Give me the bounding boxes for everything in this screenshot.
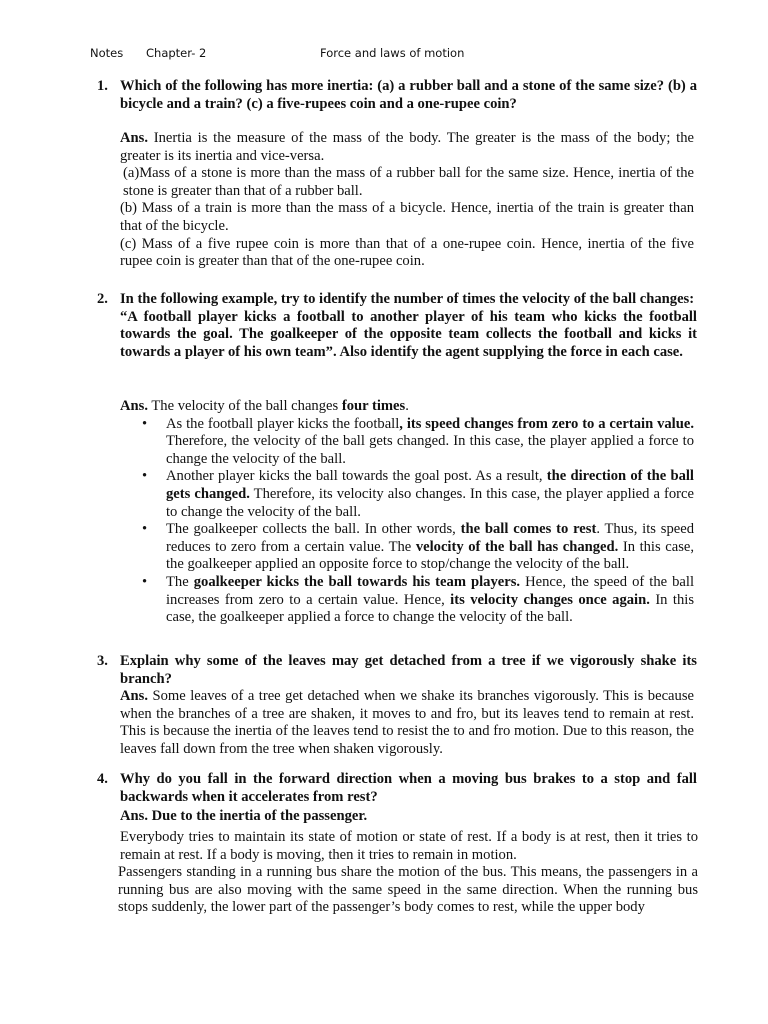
header-title: Force and laws of motion bbox=[320, 46, 465, 60]
question-number: 1. bbox=[97, 78, 108, 94]
answer-text: Some leaves of a tree get detached when we shake its branches vigorously. This is because when the branches of a tree are shaken, it moves to and fro, but its leaves tend to remain at rest. This is because the inertia of the leaves tend to resist the to and fro motion. Due to this reason, the leaves fall down from the tree when shaken vigorously. bbox=[120, 688, 694, 757]
question-number: 4. bbox=[97, 771, 108, 787]
answer-part-c: (c) Mass of a five rupee coin is more than that of a one-rupee coin. Hence, inertia of the five rupee coin is greater than that of the one-rupee coin. bbox=[120, 235, 694, 270]
question-quote: “A football player kicks a football to another player of his team who kicks the football towards the goal. The goalkeeper of the opposite team collects the football and kicks it towards a player of his own team”. Also identify the agent supplying the force in each case. bbox=[120, 308, 697, 360]
answer-label: Ans. bbox=[120, 130, 148, 146]
list-item: • Another player kicks the ball towards the goal post. As a result, the direction of the ball gets changed. Therefore, its velocity also changes. In this case, the player applied a force to change the velocity of the ball. bbox=[142, 468, 694, 520]
answer-intro: Ans. The velocity of the ball changes four times. bbox=[120, 398, 409, 414]
question-number: 3. bbox=[97, 653, 108, 669]
question-text: Explain why some of the leaves may get detached from a tree if we vigorously shake its branch? bbox=[120, 653, 697, 687]
answer-intro: Ans. Inertia is the measure of the mass of the body. The greater is the mass of the body; the greater is its inertia and vice-versa. bbox=[120, 130, 694, 164]
answer-4-body bbox=[118, 829, 698, 917]
question-text: Which of the following has more inertia: (a) a rubber ball and a stone of the same size? (b) a bicycle and a train? (c) a five-rupees coin and a one-rupee coin? bbox=[120, 78, 697, 112]
answer-heading: Ans. Due to the inertia of the passenger. bbox=[120, 808, 368, 824]
answer-label: Ans. bbox=[120, 398, 148, 414]
answer-paragraph-2: Passengers standing in a running bus share the motion of the bus. This means, the passengers in a running bus are also moving with the same speed in the same direction. When the running bus stops suddenly, the lower part of the passenger’s body comes to rest, while the upper body bbox=[118, 864, 698, 916]
list-item: • The goalkeeper collects the ball. In other words, the ball comes to rest. Thus, its speed reduces to zero from a certain value. The velocity of the ball has changed. In this case, the goalkeeper applied an opposite force to stop/change the velocity of the ball. bbox=[142, 521, 695, 573]
list-item: • As the football player kicks the football, its speed changes from zero to a certain value. Therefore, the velocity of the ball gets changed. In this case, the player applied a force to change the velocity of the ball. bbox=[142, 415, 694, 467]
list-item: • The goalkeeper kicks the ball towards his team players. Hence, the speed of the ball increases from zero to a certain value. Hence, its velocity changes once again. In this case, the goalkeeper applied a force to change the velocity of the ball. bbox=[142, 573, 694, 626]
answer-label: Ans. bbox=[120, 688, 148, 704]
question-number: 2. bbox=[97, 291, 108, 307]
question-text: In the following example, try to identify the number of times the velocity of the ball changes: bbox=[120, 291, 695, 307]
answer-part-b: (b) Mass of a train is more than the mass of a bicycle. Hence, inertia of the train is greater than that of the bicycle. bbox=[120, 200, 694, 234]
answer-paragraph-1: Everybody tries to maintain its state of motion or state of rest. If a body is at rest, then it tries to remain at rest. If a body is moving, then it tries to remain in motion. bbox=[120, 829, 698, 863]
bullet-icon: • bbox=[142, 468, 148, 485]
answer-1 bbox=[120, 130, 694, 271]
answer-2 bbox=[120, 398, 694, 627]
header-notes: Notes bbox=[90, 46, 124, 60]
header-chapter: Chapter- 2 bbox=[146, 46, 207, 60]
answer-part-a: (a)Mass of a stone is more than the mass of a rubber ball for the same size. Hence, inertia of the stone is greater than that of a rubber ball. bbox=[123, 165, 694, 199]
answer-3 bbox=[120, 688, 694, 758]
answer-bullets bbox=[120, 416, 694, 627]
question-text: Why do you fall in the forward direction when a moving bus brakes to a stop and fall backwards when it accelerates from rest? bbox=[120, 771, 697, 805]
answer-4 bbox=[120, 808, 694, 826]
bullet-icon: • bbox=[142, 415, 148, 432]
bullet-icon: • bbox=[142, 573, 148, 590]
bullet-icon: • bbox=[142, 521, 148, 538]
